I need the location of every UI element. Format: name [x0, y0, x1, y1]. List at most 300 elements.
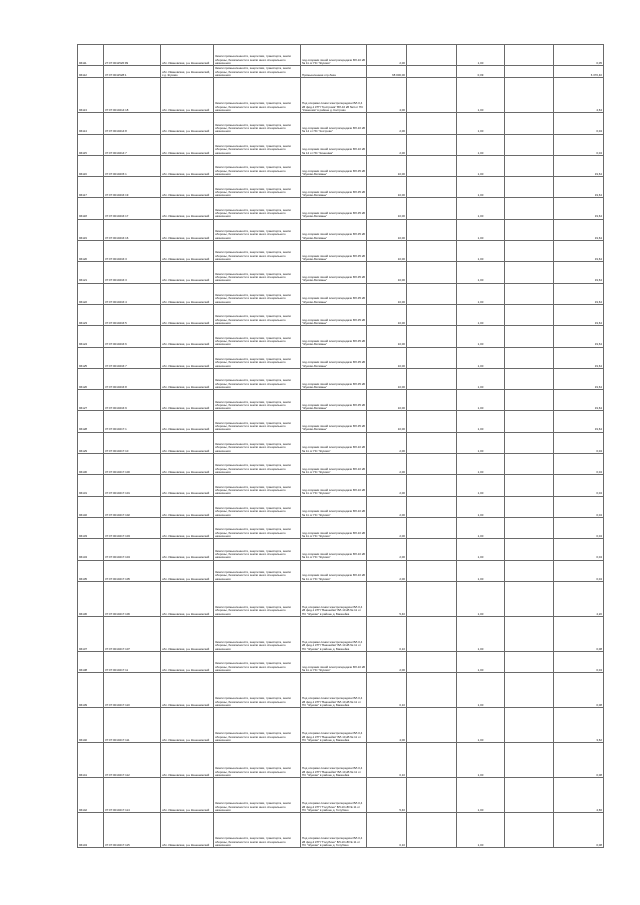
- table-row: [78, 813, 604, 848]
- cadastral-number-cell: 37:07:0010214:7: [104, 134, 161, 155]
- permitted-use-cell: Под опорами линии электропередачи ВЛ-0,4 кВ фид-1 КТП "Бакшейка" ВЛ-10 кВ № 11 от ПС "Жуково" в районе д. Бакшейка: [301, 673, 367, 708]
- row-number-cell: 96121: [78, 262, 104, 283]
- address-cell: обл. Ивановская, р-н Кинешемский: [161, 241, 214, 262]
- area-cell: 10,00: [367, 347, 407, 368]
- permitted-use-cell: под опорами линий электропередачи ВЛ-10 кВ № 11 от ПС "Жуково": [301, 432, 367, 453]
- land-category-cell: Земли промышленности, энергетики, транспорта, земли обороны, безопасности и земли иного специального назначения: [214, 496, 301, 517]
- row-number-cell: 96136: [78, 581, 104, 616]
- coefficient-cell: 1,00: [457, 475, 505, 496]
- table-row: [78, 66, 604, 78]
- coefficient-cell: 1,00: [457, 326, 505, 347]
- cadastral-number-cell: 37:07:0010216:3: [104, 241, 161, 262]
- value-cell: 19,64: [554, 347, 604, 368]
- permitted-use-cell: под опорами линий электропередачи ВЛ-10 кВ № 11 от ПС "Жуково": [301, 539, 367, 560]
- row-number-cell: 96141: [78, 743, 104, 778]
- permitted-use-cell: Под опорами линии электропередачи ВЛ-0,4 кВ фид-2 КТП "Голубино" ВЛ-10 кВ № 11 от ПС "Жуково" в районе д. Голубино: [301, 813, 367, 848]
- land-category-cell: Земли промышленности, энергетики, транспорта, земли обороны, безопасности и земли иного специального назначения: [214, 560, 301, 581]
- empty-cell: [505, 673, 554, 708]
- land-category-cell: Земли промышленности, энергетики, транспорта, земли обороны, безопасности и земли иного специального назначения: [214, 475, 301, 496]
- value-cell: 0,08: [554, 743, 604, 778]
- empty-cell: [407, 368, 457, 389]
- address-cell: обл. Ивановская, р-н Кинешемский: [161, 411, 214, 432]
- area-cell: 2,00: [367, 454, 407, 475]
- address-cell: обл. Ивановская, р-н Кинешемский: [161, 517, 214, 538]
- value-cell: 3,62: [554, 708, 604, 743]
- area-cell: 0,10: [367, 673, 407, 708]
- value-cell: 0,04: [554, 651, 604, 672]
- area-cell: 10,00: [367, 262, 407, 283]
- empty-cell: [505, 778, 554, 813]
- row-number-cell: 96130: [78, 454, 104, 475]
- address-cell: обл. Ивановская, р-н Кинешемский, с.д. Жуково: [161, 66, 214, 78]
- permitted-use-cell: под опорами линий электропередачи ВЛ-35 кВ "Жуково-Батманы": [301, 283, 367, 304]
- row-number-cell: 96114: [78, 113, 104, 134]
- empty-cell: [407, 198, 457, 219]
- land-category-cell: Земли промышленности, энергетики, транспорта, земли обороны, безопасности и земли иного специального назначения: [214, 347, 301, 368]
- table-row: [78, 198, 604, 219]
- coefficient-cell: 1,00: [457, 708, 505, 743]
- empty-cell: [407, 743, 457, 778]
- table-row: [78, 283, 604, 304]
- row-number-cell: 96115: [78, 134, 104, 155]
- address-cell: обл. Ивановская, р-н Кинешемский: [161, 347, 214, 368]
- coefficient-cell: 1,00: [457, 134, 505, 155]
- address-cell: обл. Ивановская, р-н Кинешемский: [161, 778, 214, 813]
- table-row: [78, 326, 604, 347]
- empty-cell: [505, 560, 554, 581]
- empty-cell: [505, 616, 554, 651]
- value-cell: 0,08: [554, 616, 604, 651]
- table-row: [78, 539, 604, 560]
- land-category-cell: Земли промышленности, энергетики, транспорта, земли обороны, безопасности и земли иного специального назначения: [214, 432, 301, 453]
- empty-cell: [407, 651, 457, 672]
- cadastral-number-cell: 37:07:0010217:1: [104, 411, 161, 432]
- row-number-cell: 96118: [78, 198, 104, 219]
- address-cell: обл. Ивановская, р-н Кинешемский: [161, 743, 214, 778]
- area-cell: 0,10: [367, 743, 407, 778]
- coefficient-cell: 1,00: [457, 304, 505, 325]
- area-cell: 2,00: [367, 539, 407, 560]
- land-category-cell: Земли промышленности, энергетики, транспорта, земли обороны, безопасности и земли иного специального назначения: [214, 326, 301, 347]
- address-cell: обл. Ивановская, р-н Кинешемский: [161, 708, 214, 743]
- cadastral-number-cell: 37:07:0010215:1: [104, 155, 161, 176]
- row-number-cell: 96119: [78, 219, 104, 240]
- empty-cell: [505, 539, 554, 560]
- row-number-cell: 96127: [78, 390, 104, 411]
- value-cell: 4,66: [554, 778, 604, 813]
- area-cell: 10,00: [367, 155, 407, 176]
- coefficient-cell: 1,00: [457, 517, 505, 538]
- area-cell: 10,00: [367, 283, 407, 304]
- row-number-cell: 96134: [78, 539, 104, 560]
- empty-cell: [505, 45, 554, 66]
- area-cell: 10,00: [367, 411, 407, 432]
- row-number-cell: 96128: [78, 411, 104, 432]
- empty-cell: [407, 219, 457, 240]
- permitted-use-cell: под опорами линий электропередачи ВЛ-10 кВ № 11 от ПС "Жуково": [301, 475, 367, 496]
- address-cell: обл. Ивановская, р-н Кинешемский: [161, 155, 214, 176]
- area-cell: 10,00: [367, 198, 407, 219]
- table-row: [78, 581, 604, 616]
- row-number-cell: 96113: [78, 78, 104, 113]
- row-number-cell: 96131: [78, 475, 104, 496]
- cadastral-number-cell: 37:07:0010216:4: [104, 283, 161, 304]
- value-cell: 19,64: [554, 368, 604, 389]
- empty-cell: [505, 743, 554, 778]
- empty-cell: [407, 496, 457, 517]
- value-cell: 19,64: [554, 411, 604, 432]
- land-category-cell: Земли промышленности, энергетики, транспорта, земли обороны, безопасности и земли иного специального назначения: [214, 66, 301, 78]
- cadastral-number-cell: 37:07:0010217:105: [104, 560, 161, 581]
- cadastral-number-cell: 37:07:0010214:18: [104, 78, 161, 113]
- area-cell: 2,00: [367, 134, 407, 155]
- value-cell: 0,04: [554, 134, 604, 155]
- empty-cell: [407, 708, 457, 743]
- coefficient-cell: 1,00: [457, 198, 505, 219]
- permitted-use-cell: Под опорами линии электропередачи ВЛ-0,4 кВ фид-1 КТП "Бакшейка" ВЛ-10 кВ № 11 от ПС "Жуково" в районе д. Бакшейка: [301, 708, 367, 743]
- value-cell: 19,64: [554, 283, 604, 304]
- row-number-cell: 96137: [78, 616, 104, 651]
- empty-cell: [407, 304, 457, 325]
- land-category-cell: Земли промышленности, энергетики, транспорта, земли обороны, безопасности и земли иного специального назначения: [214, 78, 301, 113]
- cadastral-number-cell: 37:07:0010216:3: [104, 262, 161, 283]
- cadastral-number-cell: 27:07:0011526:99: [104, 45, 161, 66]
- value-cell: 19,64: [554, 390, 604, 411]
- empty-cell: [407, 813, 457, 848]
- empty-cell: [505, 113, 554, 134]
- cadastral-number-cell: 37:07:0010217:11: [104, 651, 161, 672]
- empty-cell: [505, 411, 554, 432]
- table-row: [78, 651, 604, 672]
- row-number-cell: 96143: [78, 813, 104, 848]
- cadastral-number-cell: 37:07:0010217:100: [104, 454, 161, 475]
- permitted-use-cell: под опорами линий электропередачи ВЛ-10 кВ № 11 от ПС "Жуково": [301, 651, 367, 672]
- table-row: [78, 241, 604, 262]
- coefficient-cell: 1,00: [457, 496, 505, 517]
- empty-cell: [505, 134, 554, 155]
- empty-cell: [505, 262, 554, 283]
- address-cell: обл. Ивановская, р-н Кинешемский: [161, 539, 214, 560]
- permitted-use-cell: под опорами линий электропередачи ВЛ-35 кВ "Жуково-Батманы": [301, 390, 367, 411]
- address-cell: обл. Ивановская, р-н Кинешемский: [161, 581, 214, 616]
- area-cell: 10,00: [367, 241, 407, 262]
- area-cell: 2,00: [367, 45, 407, 66]
- cadastral-number-cell: 37:07:0010217:104: [104, 539, 161, 560]
- coefficient-cell: 1,00: [457, 454, 505, 475]
- area-cell: 4,00: [367, 708, 407, 743]
- table-row: [78, 454, 604, 475]
- empty-cell: [505, 198, 554, 219]
- table-row: [78, 78, 604, 113]
- table-row: [78, 517, 604, 538]
- land-category-cell: Земли промышленности, энергетики, транспорта, земли обороны, безопасности и земли иного специального назначения: [214, 283, 301, 304]
- empty-cell: [407, 177, 457, 198]
- land-category-cell: Земли промышленности, энергетики, транспорта, земли обороны, безопасности и земли иного специального назначения: [214, 45, 301, 66]
- address-cell: обл. Ивановская, р-н Кинешемский: [161, 673, 214, 708]
- table-row: [78, 743, 604, 778]
- permitted-use-cell: под опорами линий электропередачи ВЛ-35 кВ "Жуково-Батманы": [301, 368, 367, 389]
- empty-cell: [505, 581, 554, 616]
- address-cell: обл. Ивановская, р-н Кинешемский: [161, 198, 214, 219]
- land-category-cell: Земли промышленности, энергетики, транспорта, земли обороны, безопасности и земли иного специального назначения: [214, 454, 301, 475]
- area-cell: 5,40: [367, 581, 407, 616]
- coefficient-cell: 1,00: [457, 219, 505, 240]
- cadastral-number-cell: 37:07:0010217:101: [104, 475, 161, 496]
- empty-cell: [407, 390, 457, 411]
- empty-cell: [407, 778, 457, 813]
- area-cell: 10,00: [367, 368, 407, 389]
- permitted-use-cell: под опорами линий электропередачи ВЛ-35 кВ "Жуково-Батманы": [301, 304, 367, 325]
- empty-cell: [407, 262, 457, 283]
- cadastral-number-cell: 37:07:0010217:111: [104, 708, 161, 743]
- cadastral-number-cell: 37:07:0011528:1: [104, 66, 161, 78]
- value-cell: 0,04: [554, 517, 604, 538]
- table-row: [78, 616, 604, 651]
- coefficient-cell: 1,00: [457, 743, 505, 778]
- area-cell: 2,00: [367, 651, 407, 672]
- coefficient-cell: 1,00: [457, 45, 505, 66]
- coefficient-cell: 1,00: [457, 283, 505, 304]
- coefficient-cell: 1,00: [457, 390, 505, 411]
- cadastral-number-cell: 37:07:0010216:16: [104, 219, 161, 240]
- cadastral-number-cell: 37:07:0010216:5: [104, 304, 161, 325]
- table-row: [78, 45, 604, 66]
- empty-cell: [407, 347, 457, 368]
- cadastral-number-cell: 37:07:0010216:17: [104, 198, 161, 219]
- empty-cell: [407, 581, 457, 616]
- coefficient-cell: 1,00: [457, 368, 505, 389]
- coefficient-cell: 1,00: [457, 778, 505, 813]
- empty-cell: [407, 326, 457, 347]
- empty-cell: [505, 813, 554, 848]
- table-row: [78, 113, 604, 134]
- value-cell: 0,04: [554, 113, 604, 134]
- address-cell: обл. Ивановская, р-н Кинешемский: [161, 177, 214, 198]
- area-cell: 2,00: [367, 496, 407, 517]
- land-category-cell: Земли промышленности, энергетики, транспорта, земли обороны, безопасности и земли иного специального назначения: [214, 411, 301, 432]
- address-cell: обл. Ивановская, р-н Кинешемский: [161, 454, 214, 475]
- empty-cell: [505, 155, 554, 176]
- address-cell: обл. Ивановская, р-н Кинешемский: [161, 304, 214, 325]
- empty-cell: [505, 517, 554, 538]
- row-number-cell: 96129: [78, 432, 104, 453]
- address-cell: обл. Ивановская, р-н Кинешемский: [161, 496, 214, 517]
- empty-cell: [505, 651, 554, 672]
- land-category-cell: Земли промышленности, энергетики, транспорта, земли обороны, безопасности и земли иного специального назначения: [214, 113, 301, 134]
- cadastral-number-cell: 37:07:0010217:10: [104, 432, 161, 453]
- table-row: [78, 560, 604, 581]
- row-number-cell: 96117: [78, 177, 104, 198]
- cadastral-number-cell: 37:07:0010217:107: [104, 616, 161, 651]
- empty-cell: [505, 390, 554, 411]
- address-cell: обл. Ивановская, р-н Кинешемский: [161, 134, 214, 155]
- coefficient-cell: 1,00: [457, 616, 505, 651]
- coefficient-cell: 1,00: [457, 651, 505, 672]
- empty-cell: [407, 454, 457, 475]
- land-category-cell: Земли промышленности, энергетики, транспорта, земли обороны, безопасности и земли иного специального назначения: [214, 262, 301, 283]
- permitted-use-cell: Под опорами линии электропередачи ВЛ-0,4 кВ фид-1 КТП "Бакшейка" ВЛ-10 кВ № 11 от ПС "Жуково" в районе д. Бакшейка: [301, 616, 367, 651]
- permitted-use-cell: Под опорами линии электропередачи ВЛ-0,4 кВ фид-2 КТП "Голубино" ВЛ-10 кВ № 11 от ПС "Жуково" в районе д. Голубино: [301, 778, 367, 813]
- table-row: [78, 411, 604, 432]
- address-cell: обл. Ивановская, р-н Кинешемский: [161, 616, 214, 651]
- empty-cell: [407, 560, 457, 581]
- value-cell: 19,64: [554, 262, 604, 283]
- value-cell: 4,20: [554, 581, 604, 616]
- land-category-cell: Земли промышленности, энергетики, транспорта, земли обороны, безопасности и земли иного специального назначения: [214, 778, 301, 813]
- permitted-use-cell: Промышленная отр-база: [301, 66, 367, 78]
- row-number-cell: 96138: [78, 651, 104, 672]
- empty-cell: [505, 475, 554, 496]
- permitted-use-cell: под опорами линий электропередачи ВЛ-35 кВ "Жуково-Батманы": [301, 198, 367, 219]
- area-cell: 2,00: [367, 432, 407, 453]
- area-cell: 10,00: [367, 326, 407, 347]
- empty-cell: [505, 283, 554, 304]
- address-cell: обл. Ивановская, р-н Кинешемский: [161, 219, 214, 240]
- value-cell: 19,64: [554, 198, 604, 219]
- empty-cell: [407, 475, 457, 496]
- area-cell: 2,00: [367, 560, 407, 581]
- land-category-cell: Земли промышленности, энергетики, транспорта, земли обороны, безопасности и земли иного специального назначения: [214, 241, 301, 262]
- empty-cell: [505, 66, 554, 78]
- row-number-cell: 96125: [78, 347, 104, 368]
- empty-cell: [407, 241, 457, 262]
- coefficient-cell: 0,09: [457, 66, 505, 78]
- area-cell: 0,10: [367, 616, 407, 651]
- coefficient-cell: 1,00: [457, 347, 505, 368]
- permitted-use-cell: под опорами линий электропередачи ВЛ-35 кВ "Жуково-Батманы": [301, 347, 367, 368]
- area-cell: 2,00: [367, 475, 407, 496]
- table-row: [78, 778, 604, 813]
- empty-cell: [505, 432, 554, 453]
- address-cell: обл. Ивановская, р-н Кинешемский: [161, 78, 214, 113]
- land-category-cell: Земли промышленности, энергетики, транспорта, земли обороны, безопасности и земли иного специального назначения: [214, 581, 301, 616]
- empty-cell: [407, 66, 457, 78]
- value-cell: 0,04: [554, 454, 604, 475]
- table-row: [78, 134, 604, 155]
- area-cell: 5,40: [367, 778, 407, 813]
- empty-cell: [407, 134, 457, 155]
- row-number-cell: 96135: [78, 560, 104, 581]
- empty-cell: [505, 326, 554, 347]
- permitted-use-cell: под опорами линий электропередачи ВЛ-10 кВ № 11 от ПС "Жуково": [301, 560, 367, 581]
- table-row: [78, 475, 604, 496]
- empty-cell: [407, 411, 457, 432]
- empty-cell: [505, 708, 554, 743]
- land-category-cell: Земли промышленности, энергетики, транспорта, земли обороны, безопасности и земли иного специального назначения: [214, 177, 301, 198]
- area-cell: 10,00: [367, 304, 407, 325]
- address-cell: обл. Ивановская, р-н Кинешемский: [161, 813, 214, 848]
- permitted-use-cell: под опорами линий электропередачи ВЛ-35 кВ "Жуково-Батманы": [301, 241, 367, 262]
- area-cell: 4,00: [367, 78, 407, 113]
- row-number-cell: 96112: [78, 66, 104, 78]
- address-cell: обл. Ивановская, р-н Кинешемский: [161, 45, 214, 66]
- empty-cell: [505, 347, 554, 368]
- row-number-cell: 96111: [78, 45, 104, 66]
- value-cell: 19,64: [554, 241, 604, 262]
- value-cell: 19,64: [554, 177, 604, 198]
- permitted-use-cell: под опорами линий электропередачи ВЛ-35 кВ "Жуково-Батманы": [301, 411, 367, 432]
- land-category-cell: Земли промышленности, энергетики, транспорта, земли обороны, безопасности и земли иного специального назначения: [214, 708, 301, 743]
- empty-cell: [505, 496, 554, 517]
- land-category-cell: Земли промышленности, энергетики, транспорта, земли обороны, безопасности и земли иного специального назначения: [214, 368, 301, 389]
- permitted-use-cell: под опорами линий электропередачи ВЛ-10 кВ № 11 от ПС "Жуково": [301, 45, 367, 66]
- land-category-cell: Земли промышленности, энергетики, транспорта, земли обороны, безопасности и земли иного специального назначения: [214, 517, 301, 538]
- permitted-use-cell: под опорами линий электропередачи ВЛ-35 кВ "Жуково-Батманы": [301, 177, 367, 198]
- value-cell: 19,64: [554, 219, 604, 240]
- value-cell: 0,04: [554, 496, 604, 517]
- land-category-cell: Земли промышленности, энергетики, транспорта, земли обороны, безопасности и земли иного специального назначения: [214, 304, 301, 325]
- cadastral-number-cell: 37:07:0010216:9: [104, 390, 161, 411]
- coefficient-cell: 1,00: [457, 262, 505, 283]
- table-row: [78, 390, 604, 411]
- land-category-cell: Земли промышленности, энергетики, транспорта, земли обороны, безопасности и земли иного специального назначения: [214, 134, 301, 155]
- address-cell: обл. Ивановская, р-н Кинешемский: [161, 326, 214, 347]
- coefficient-cell: 1,00: [457, 155, 505, 176]
- value-cell: 0,04: [554, 432, 604, 453]
- coefficient-cell: 1,00: [457, 411, 505, 432]
- land-category-cell: Земли промышленности, энергетики, транспорта, земли обороны, безопасности и земли иного специального назначения: [214, 651, 301, 672]
- row-number-cell: 96133: [78, 517, 104, 538]
- permitted-use-cell: Под опорами линии электропередачи ВЛ-0,4 кВ фид-1 КТП "Кострома" ВЛ-10 кВ №4 от ПС "Кинешма" в районе д. Кострово: [301, 78, 367, 113]
- area-cell: 2,00: [367, 517, 407, 538]
- area-cell: 10,00: [367, 177, 407, 198]
- value-cell: 0,08: [554, 813, 604, 848]
- empty-cell: [505, 241, 554, 262]
- coefficient-cell: 1,00: [457, 432, 505, 453]
- permitted-use-cell: под опорами линий электропередачи ВЛ-10 кВ № 11 от ПС "Жуково": [301, 454, 367, 475]
- row-number-cell: 96139: [78, 673, 104, 708]
- table-row: [78, 177, 604, 198]
- cadastral-number-cell: 37:07:0010217:115: [104, 813, 161, 848]
- permitted-use-cell: под опорами линий электропередачи ВЛ-35 кВ "Жуково-Батманы": [301, 155, 367, 176]
- cadastral-number-cell: 37:07:0010217:102: [104, 496, 161, 517]
- permitted-use-cell: под опорами линий электропередачи ВЛ-10 кВ № 14 от ПС "Кострово": [301, 113, 367, 134]
- row-number-cell: 96132: [78, 496, 104, 517]
- area-cell: 0,10: [367, 813, 407, 848]
- area-cell: 10,00: [367, 219, 407, 240]
- address-cell: обл. Ивановская, р-н Кинешемский: [161, 262, 214, 283]
- empty-cell: [505, 368, 554, 389]
- empty-cell: [407, 517, 457, 538]
- cadastral-number-cell: 37:07:0010217:103: [104, 517, 161, 538]
- row-number-cell: 96126: [78, 368, 104, 389]
- land-category-cell: Земли промышленности, энергетики, транспорта, земли обороны, безопасности и земли иного специального назначения: [214, 813, 301, 848]
- row-number-cell: 96123: [78, 304, 104, 325]
- empty-cell: [407, 113, 457, 134]
- permitted-use-cell: под опорами линий электропередачи ВЛ-35 кВ "Жуково-Батманы": [301, 219, 367, 240]
- empty-cell: [407, 616, 457, 651]
- table-row: [78, 219, 604, 240]
- coefficient-cell: 1,00: [457, 581, 505, 616]
- value-cell: 0,04: [554, 560, 604, 581]
- address-cell: обл. Ивановская, р-н Кинешемский: [161, 283, 214, 304]
- table-row: [78, 708, 604, 743]
- permitted-use-cell: под опорами линий электропередачи ВЛ-35 кВ "Жуково-Батманы": [301, 326, 367, 347]
- land-category-cell: Земли промышленности, энергетики, транспорта, земли обороны, безопасности и земли иного специального назначения: [214, 616, 301, 651]
- table-row: [78, 368, 604, 389]
- address-cell: обл. Ивановская, р-н Кинешемский: [161, 560, 214, 581]
- empty-cell: [407, 155, 457, 176]
- empty-cell: [407, 45, 457, 66]
- coefficient-cell: 1,00: [457, 539, 505, 560]
- land-category-cell: Земли промышленности, энергетики, транспорта, земли обороны, безопасности и земли иного специального назначения: [214, 673, 301, 708]
- cadastral-number-cell: 37:07:0010217:114: [104, 778, 161, 813]
- address-cell: обл. Ивановская, р-н Кинешемский: [161, 113, 214, 134]
- empty-cell: [505, 454, 554, 475]
- land-category-cell: Земли промышленности, энергетики, транспорта, земли обороны, безопасности и земли иного специального назначения: [214, 743, 301, 778]
- value-cell: 4,64: [554, 78, 604, 113]
- row-number-cell: 96122: [78, 283, 104, 304]
